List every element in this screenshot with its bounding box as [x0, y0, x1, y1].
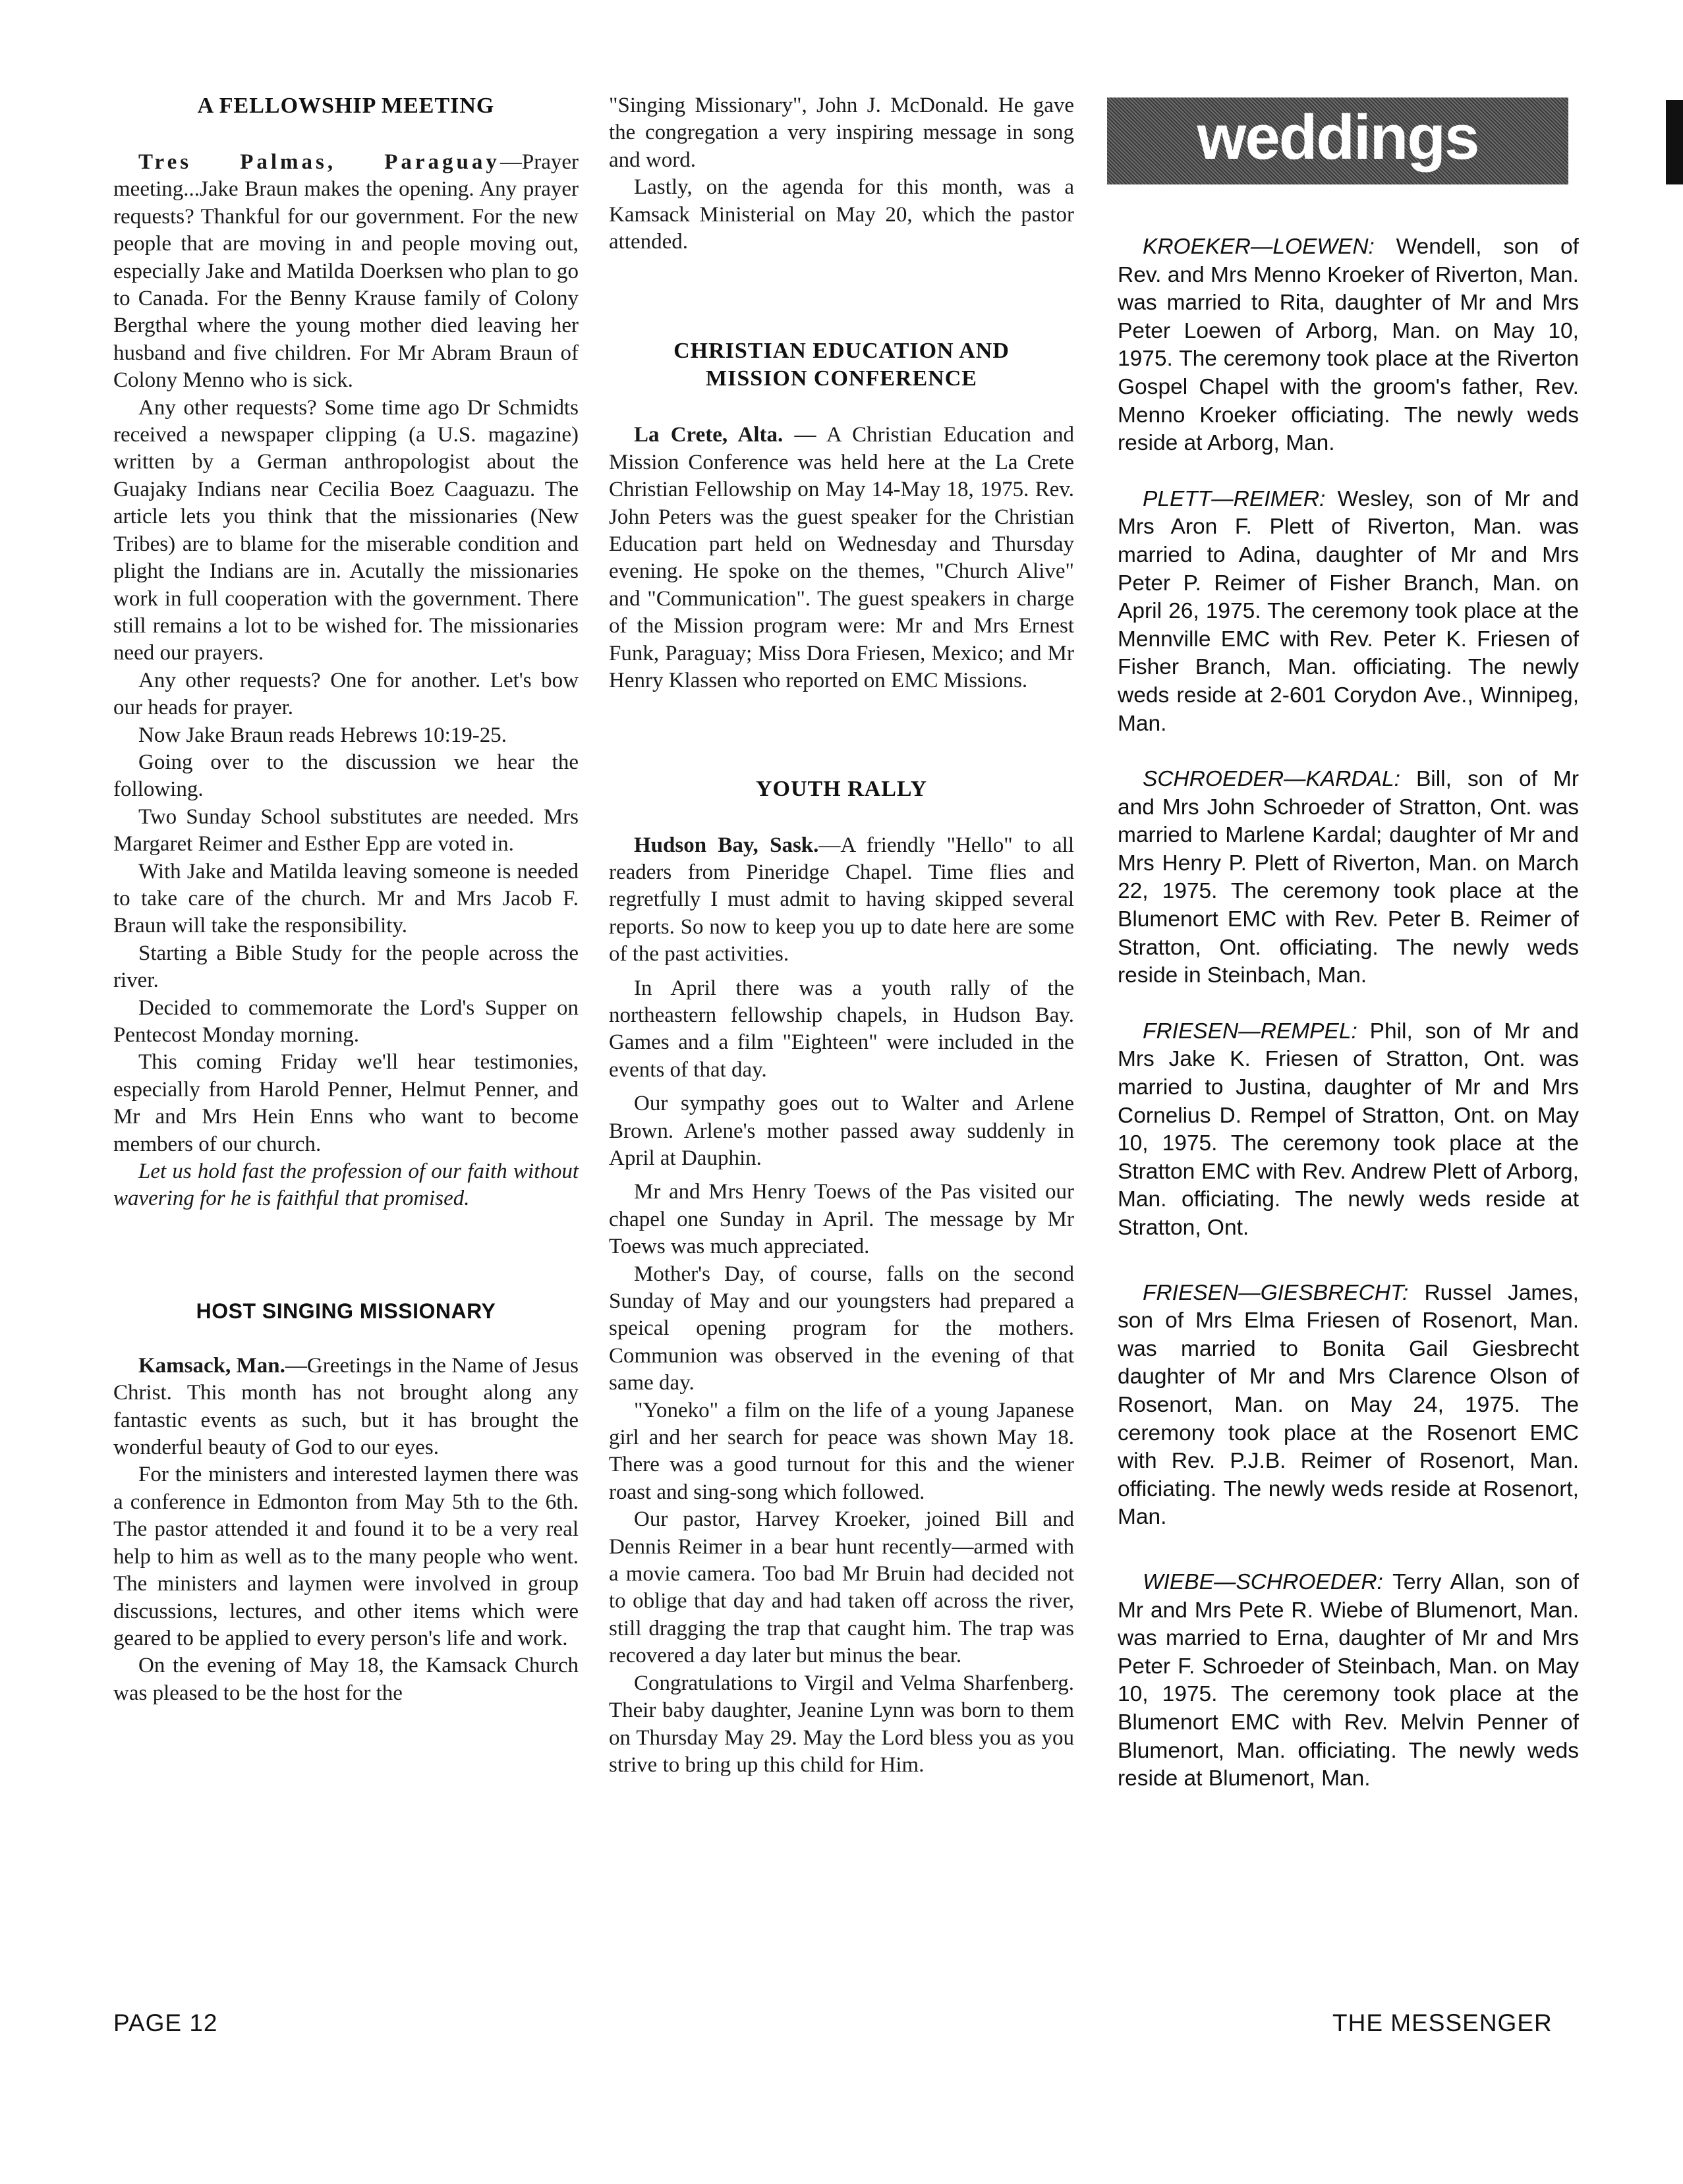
fellowship-paragraph: Going over to the discussion we hear the following.: [113, 750, 579, 802]
fellowship-paragraph: Now Jake Braun reads Hebrews 10:19-25.: [138, 723, 507, 747]
fellowship-verse: Let us hold fast the profession of our faith without wavering for he is faithful that promised.: [113, 1160, 579, 1211]
youth-paragraph: Hudson Bay, Sask.—A friendly "Hello" to all readers from Pineridge Chapel. Time flies and regretfully I must admit to having skipped several reports. So now to keep you up to date here are some of the past activities.: [609, 833, 1075, 966]
youth-paragraph: Congratulations to Virgil and Velma Sharfenberg. Their baby daughter, Jeanine Lynn was born to them on Thursday May 29. May the Lord bless you as you strive to bring up this child for Him.: [609, 1671, 1074, 1777]
fellowship-paragraph: Any other requests? One for another. Let's bow our heads for prayer.: [113, 668, 579, 720]
wedding-entry: FRIESEN—GIESBRECHT: Russel James, son of Mrs Elma Friesen of Rosenort, Man. was married to Bonita Gail Giesbrecht daughter of Mr and Mrs Clarence Olson of Rosenort, Man. on May 24, 1975. The ceremony took place at the Rosenort EMC with Rev. P.J.B. Reimer of Rosenort, Man. officiating. The newly weds reside at Rosenort, Man.: [1118, 1280, 1579, 1530]
christian-ed-dateline: La Crete, Alta.: [634, 423, 784, 447]
fellowship-paragraph: Decided to commemorate the Lord's Supper on Pentecost Monday morning.: [113, 995, 579, 1047]
column-left: [113, 92, 579, 1707]
weddings-banner-title: weddings: [1197, 102, 1479, 173]
column-middle: [609, 92, 1074, 1779]
wedding-entry: WIEBE—SCHROEDER: Terry Allan, son of Mr and Mrs Pete R. Wiebe of Blumenort, Man. was married to Erna, daughter of Mr and Mrs Peter F. Schroeder of Steinbach, Man. on May 10, 1975. The ceremony took place at the Blumenort EMC with Rev. Melvin Penner of Blumenort, Man. officiating. The newly weds reside at Blumenort, Man.: [1118, 1569, 1579, 1791]
page-edge-tab: [1666, 100, 1683, 184]
fellowship-paragraph: Two Sunday School substitutes are needed. Mrs Margaret Reimer and Esther Epp are voted in.: [113, 804, 579, 856]
wedding-names: FRIESEN—REMPEL:: [1143, 1019, 1357, 1044]
fellowship-paragraph: This coming Friday we'll hear testimonies, especially from Harold Penner, Helmut Penner, and Mr and Mrs Hein Enns who want to become members of our church.: [113, 1050, 579, 1156]
youth-paragraph: "Yoneko" a film on the life of a young Japanese girl and her search for peace was shown May 18. There was a good turnout for this and the wiener roast and sing-song which followed.: [609, 1398, 1074, 1504]
youth-dateline: Hudson Bay, Sask.: [634, 833, 819, 857]
christian-ed-paragraph: La Crete, Alta. — A Christian Education and Mission Conference was held here at the La Crete Christian Fellowship on May 14-May 18, 1975. Rev. John Peters was the guest speaker for the Christian Education part held on Wednesday and Thursday evening. He spoke on the themes, "Church Alive" and "Communication". The guest speakers in charge of the Mission program were: Mr and Mrs Ernest Funk, Paraguay; Miss Dora Friesen, Mexico; and Mr Henry Klassen who reported on EMC Missions.: [609, 423, 1074, 693]
host-dateline: Kamsack, Man.: [138, 1353, 285, 1378]
wedding-entry: FRIESEN—REMPEL: Phil, son of Mr and Mrs Jake K. Friesen of Stratton, Ont. was married to Justina, daughter of Mr and Mrs Cornelius D. Rempel of Stratton, Ont. on May 10, 1975. The ceremony took place at the Stratton EMC with Rev. Andrew Plett of Arborg, Man. officiating. The newly weds reside at Stratton, Ont.: [1118, 1019, 1579, 1240]
column-right: [1118, 233, 1579, 1793]
wedding-names: KROEKER—LOEWEN:: [1143, 235, 1375, 259]
christian-ed-heading: CHRISTIAN EDUCATION AND MISSION CONFERENCE: [673, 339, 1010, 391]
fellowship-paragraph: Tres Palmas, Paraguay—Prayer meeting...Jake Braun makes the opening. Any prayer requests? Thankful for our government. For the new people that are moving in and people moving out, especially Jake and Matilda Doerksen who plan to go to Canada. For the Benny Krause family of Colony Bergthal where the young mother died leaving her husband and five children. For Mr Abram Braun of Colony Menno who is sick.: [113, 150, 579, 393]
youth-paragraph: Our pastor, Harvey Kroeker, joined Bill and Dennis Reimer in a bear hunt recently—armed with a movie camera. Too bad Mr Bruin had decided not to oblige that day and had taken off across the river, still dragging the trap that caught him. The trap was recovered a day later but minus the bear.: [609, 1507, 1074, 1668]
youth-paragraph: Our sympathy goes out to Walter and Arlene Brown. Arlene's mother passed away suddenly in April at Dauphin.: [609, 1092, 1074, 1170]
youth-paragraph: In April there was a youth rally of the northeastern fellowship chapels, in Hudson Bay. Games and a film "Eighteen" were included in the events of that day.: [609, 976, 1074, 1082]
wedding-names: PLETT—REIMER:: [1143, 486, 1326, 511]
wedding-names: FRIESEN—GIESBRECHT:: [1143, 1280, 1409, 1305]
publication-name: THE MESSENGER: [1332, 2009, 1553, 2036]
wedding-entry: KROEKER—LOEWEN: Wendell, son of Rev. and Mrs Menno Kroeker of Riverton, Man. was married to Rita, daughter of Mr and Mrs Peter Loewen of Arborg, Man. on May 10, 1975. The ceremony took place at the Riverton Gospel Chapel with the groom's father, Rev. Menno Kroeker officiating. The newly weds reside at Arborg, Man.: [1118, 235, 1579, 456]
host-paragraph: For the ministers and interested laymen there was a conference in Edmonton from May 5th to the 6th. The pastor attended it and found it to be a very real help to him as well as to the many people who went. The ministers and laymen were involved in group discussions, lectures, and other items which were geared to be applied to every person's life and work.: [113, 1463, 579, 1650]
wedding-names: WIEBE—SCHROEDER:: [1143, 1569, 1383, 1594]
host-heading: HOST SINGING MISSIONARY: [196, 1299, 496, 1323]
fellowship-dateline: Tres Palmas, Paraguay: [138, 150, 500, 174]
wedding-entry: SCHROEDER—KARDAL: Bill, son of Mr and Mrs John Schroeder of Stratton, Ont. was married to Marlene Kardal; daughter of Mr and Mrs Henry P. Plett of Riverton, Man. on March 22, 1975. The ceremony took place at the Blumenort EMC with Rev. Peter B. Reimer of Stratton, Ont. officiating. The newly weds reside in Steinbach, Man.: [1118, 767, 1579, 988]
fellowship-paragraph: With Jake and Matilda leaving someone is needed to take care of the church. Mr and Mrs Jacob F. Braun will take the responsibility.: [113, 859, 579, 938]
fellowship-paragraph: Any other requests? Some time ago Dr Schmidts received a newspaper clipping (a U.S. magazine) written by a German anthropologist about the Guajaky Indians near Cecilia Boez Caaguazu. The article lets you think that the missionaries (New Tribes) are to blame for the miserable condition and plight the Indians are in. Acutally the missionaries work in full cooperation with the government. There still remains a lot to be wished for. The missionaries need our prayers.: [113, 395, 579, 665]
host-paragraph: On the evening of May 18, the Kamsack Church was pleased to be the host for the: [113, 1654, 579, 1705]
wedding-names: SCHROEDER—KARDAL:: [1143, 767, 1400, 792]
fellowship-heading: A FELLOWSHIP MEETING: [197, 94, 495, 118]
host-continued-paragraph: Lastly, on the agenda for this month, was a Kamsack Ministerial on May 20, which the pastor attended.: [609, 175, 1074, 254]
youth-paragraph: Mr and Mrs Henry Toews of the Pas visited our chapel one Sunday in April. The message by Mr Toews was much appreciated.: [609, 1180, 1074, 1259]
youth-heading: YOUTH RALLY: [755, 776, 928, 801]
page-number: PAGE 12: [113, 2009, 218, 2036]
weddings-banner: [1107, 98, 1568, 184]
youth-paragraph: Mother's Day, of course, falls on the second Sunday of May and our youngsters had prepared a speical opening program for the mothers. Communion was observed in the evening of that same day.: [609, 1262, 1074, 1395]
host-continued-paragraph: "Singing Missionary", John J. McDonald. He gave the congregation a very inspiring message in song and word.: [609, 94, 1074, 172]
fellowship-paragraph: Starting a Bible Study for the people across the river.: [113, 941, 579, 993]
host-paragraph: Kamsack, Man.—Greetings in the Name of Jesus Christ. This month has not brought along any fantastic events as such, but it has brought the wonderful beauty of God to our eyes.: [113, 1353, 579, 1460]
wedding-entry: PLETT—REIMER: Wesley, son of Mr and Mrs Aron F. Plett of Riverton, Man. was married to Adina, daughter of Mr and Mrs Peter P. Reimer of Fisher Branch, Man. on April 26, 1975. The ceremony took place at the Mennville EMC with Rev. Peter K. Friesen of Fisher Branch, Man. officiating. The newly weds reside at 2-601 Corydon Ave., Winnipeg, Man.: [1118, 486, 1579, 736]
